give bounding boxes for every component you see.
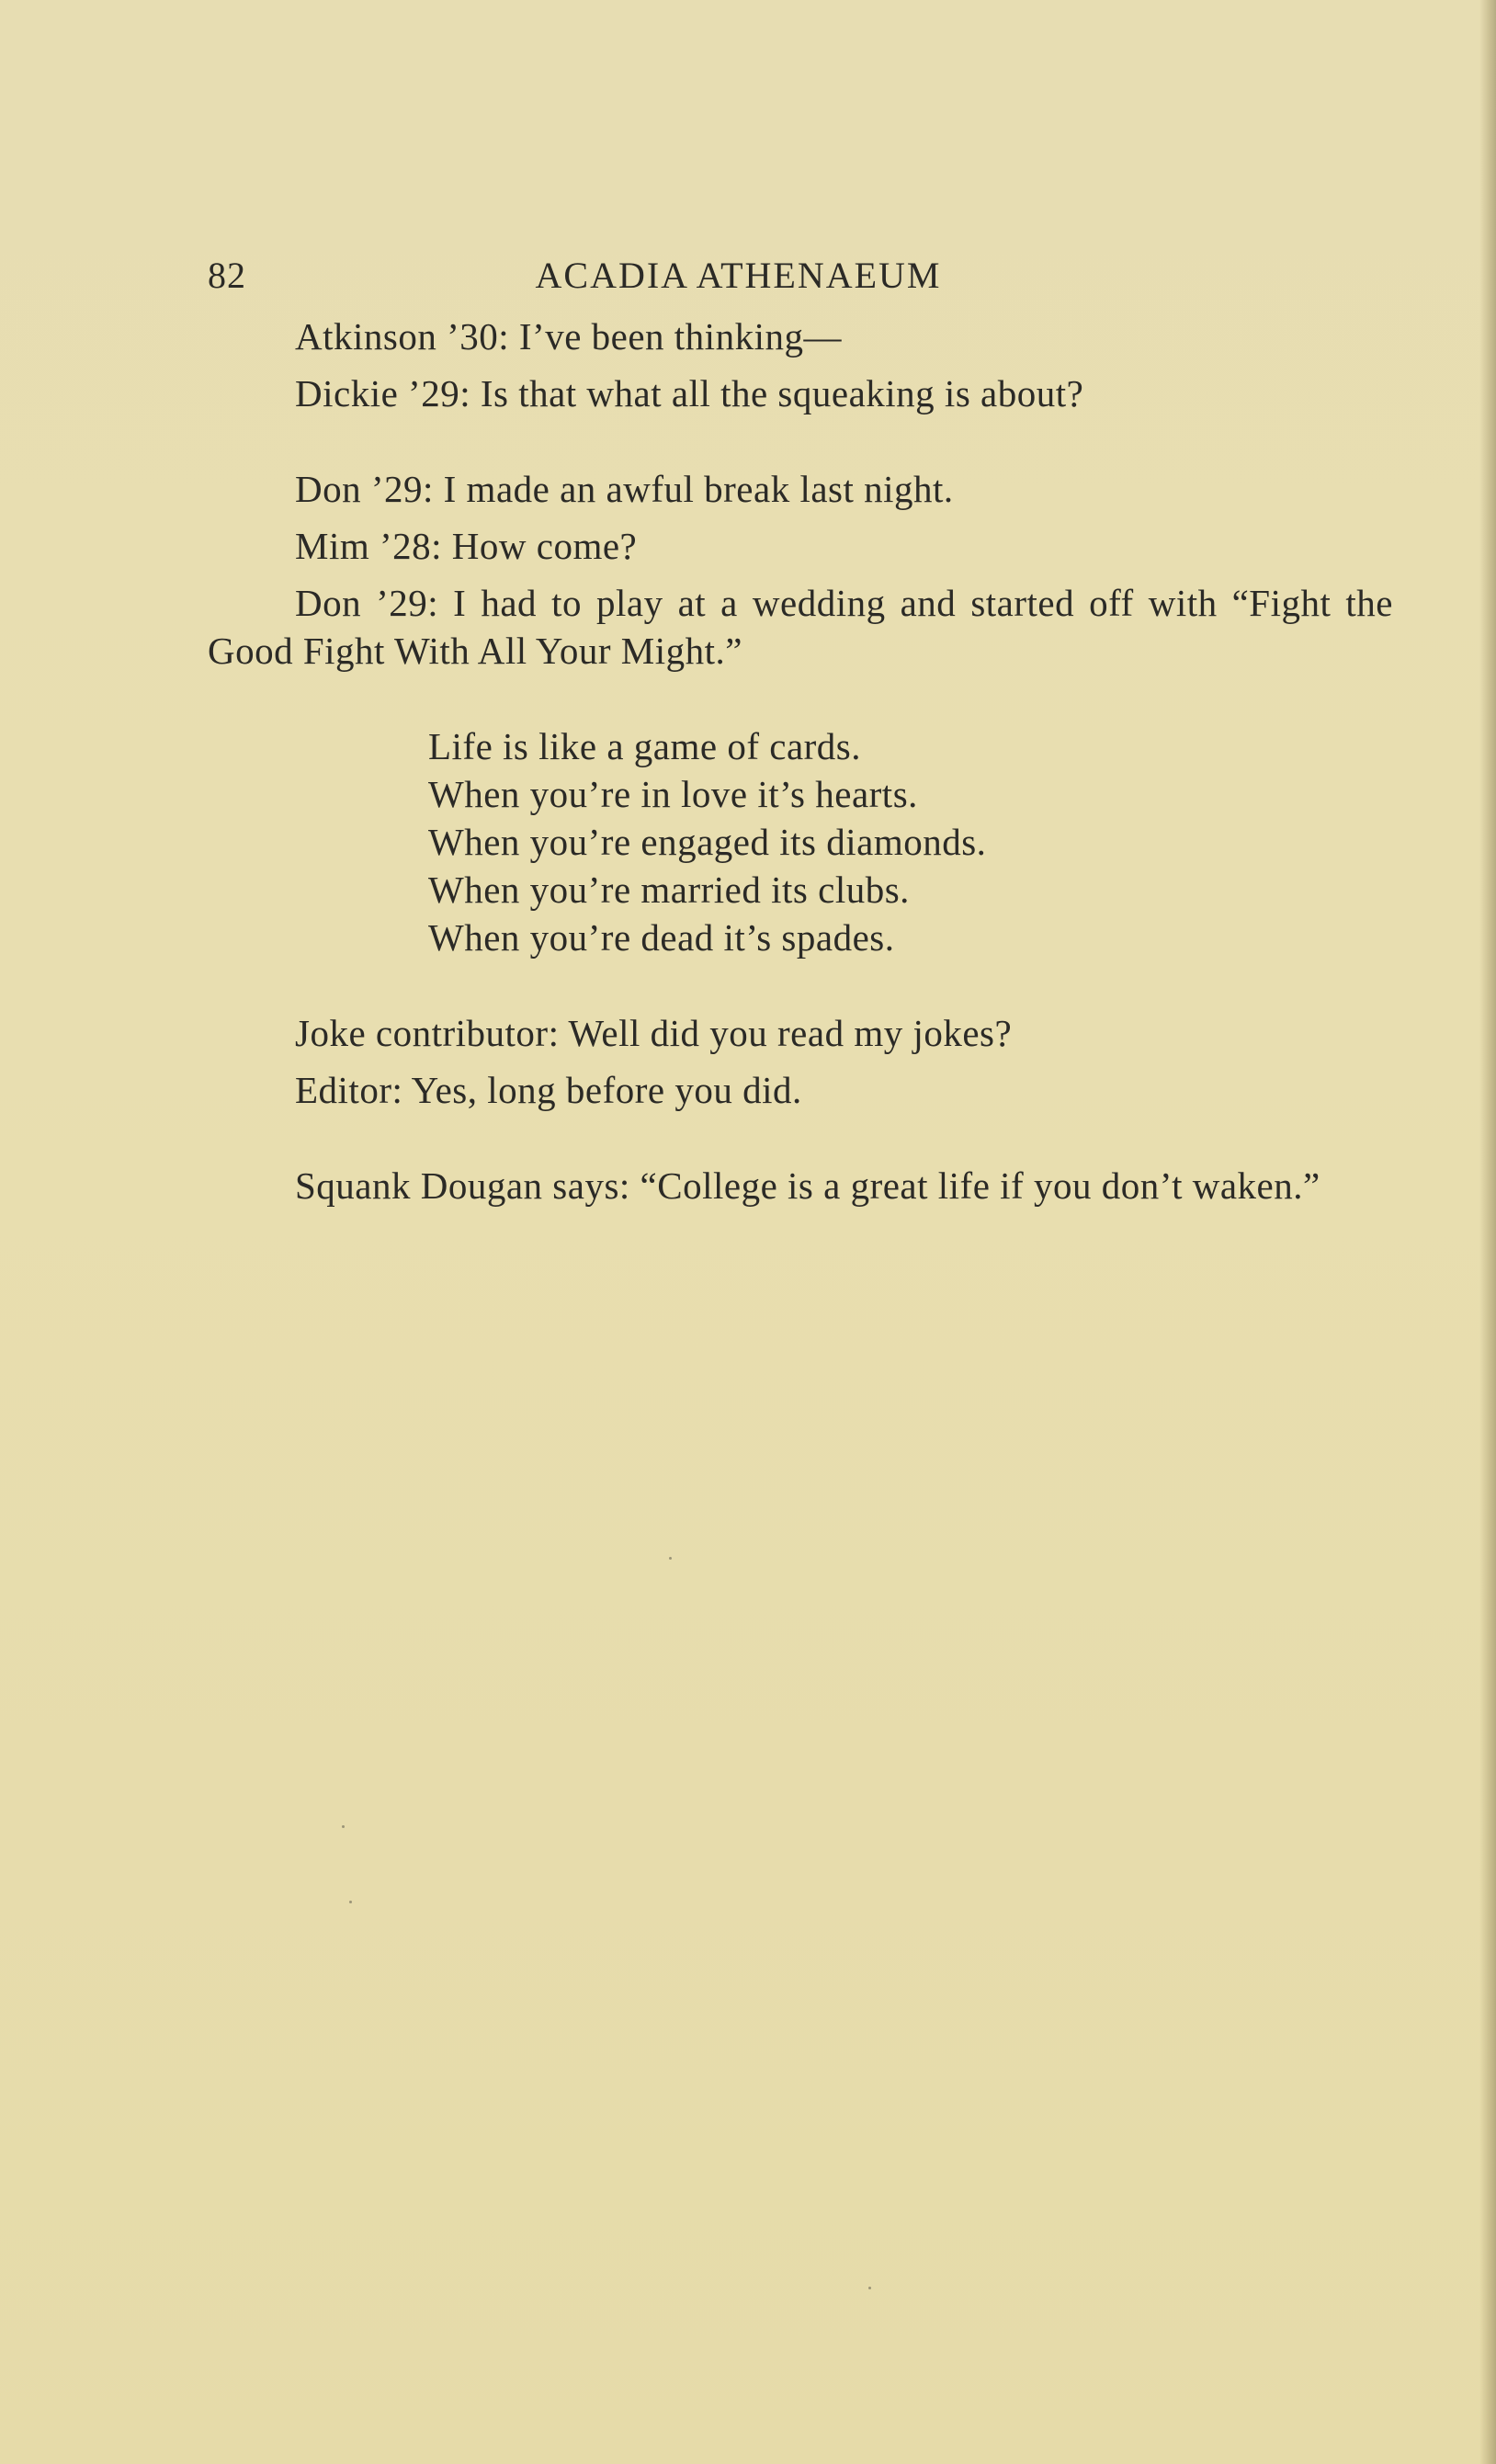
dialogue-line: Dickie ’29: Is that what all the squeaking is about? [295,372,1084,414]
verse-line: Life is like a game of cards. [428,725,862,767]
paper-speck [349,1901,352,1903]
page-content [208,248,1393,1209]
page-number: 82 [208,255,246,296]
body-text [208,312,1393,1209]
dialogue-line: Atkinson ’30: I’ve been thinking— [295,315,842,358]
paper-speck [868,2287,871,2289]
verse-line: When you’re dead it’s spades. [428,916,895,959]
verse-line: When you’re married its clubs. [428,869,910,911]
joke-line: Editor: Yes, long before you did. [295,1069,802,1111]
paper-speck [669,1557,672,1560]
paper-speck [342,1825,345,1828]
dialogue-line: Don ’29: I made an awful break last night. [295,468,954,510]
page-header [208,248,1393,303]
verse-line: When you’re in love it’s hearts. [428,773,918,815]
verse [428,722,1393,961]
running-head: ACADIA ATHENAEUM [535,255,942,296]
page-edge-shadow [1479,0,1496,2464]
joke-line: Joke contributor: Well did you read my jokes? [295,1012,1013,1054]
verse-line: When you’re engaged its diamonds. [428,821,987,863]
closing-paragraph: Squank Dougan says: “College is a great life if you don’t waken.” [295,1164,1320,1207]
dialogue-line: Don ’29: I had to play at a wedding and started off with “Fight the Good Fight With All Your Might.” [208,582,1393,672]
dialogue-line: Mim ’28: How come? [295,525,638,567]
